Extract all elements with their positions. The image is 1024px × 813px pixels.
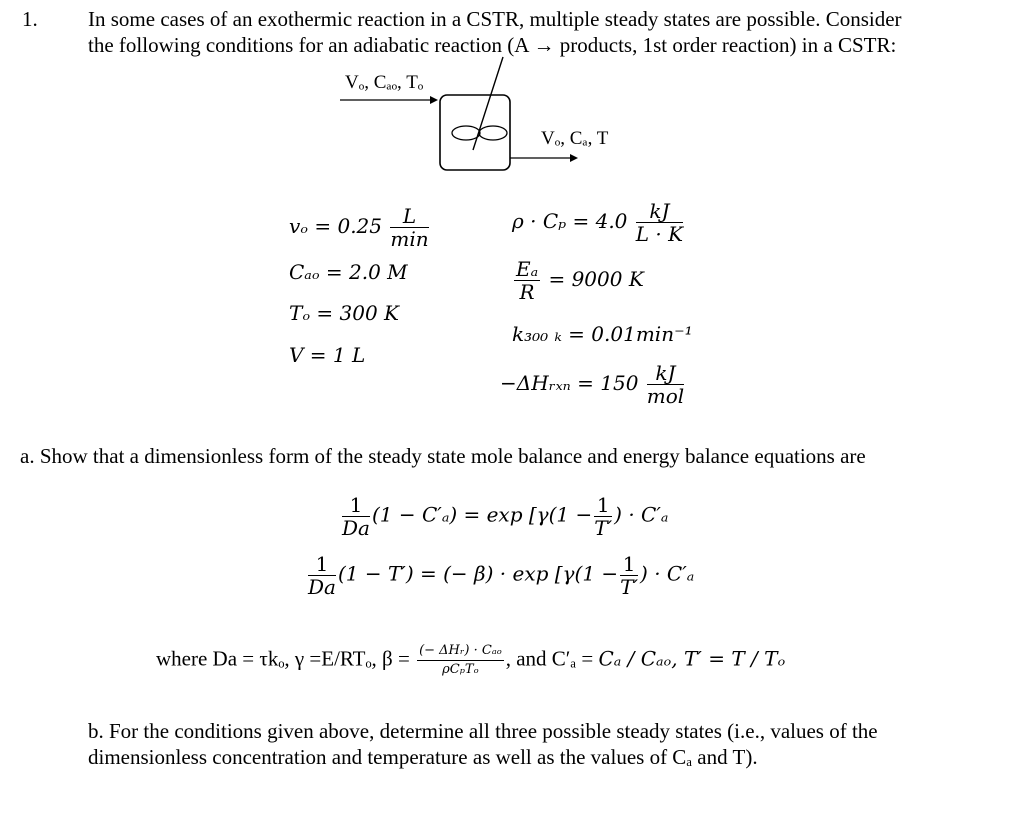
cao-condition: Cₐₒ = 2.0 M (289, 260, 408, 284)
inlet-arrowhead (430, 96, 438, 104)
impeller-blade-right (479, 126, 507, 140)
problem-number: 1. (22, 7, 38, 31)
cstr-diagram (330, 55, 590, 185)
dhrxn-condition: −ΔHᵣₓₙ = 150 $\frac{kJ}{\text{mol}}$ (500, 361, 685, 408)
volume-condition: V = 1 L (289, 343, 366, 367)
reactor-vessel (440, 95, 510, 170)
part-b-line-1: b. For the conditions given above, determine all three possible steady states (i.e., values of the (88, 719, 878, 743)
k300-condition: k₃₀₀ ₖ = 0.01min⁻¹ (512, 322, 693, 346)
intro-line-1: In some cases of an exothermic reaction in a CSTR, multiple steady states are possible. Consider (88, 7, 902, 31)
ea-r-condition: $\frac{\text{Eₐ}}{R}$ = 9000 K (516, 257, 644, 304)
intro-line-2: the following conditions for an adiabatic reaction (A → products, 1st order reaction) in a CSTR: (88, 33, 897, 57)
energy-balance-equation: $\frac{1}{Da}$ (1 − T′) = (− β) · exp [γ(1 − $\frac{1}{T'}$ ) · C′ₐ (308, 552, 695, 599)
part-b-line-2: dimensionless concentration and temperature as well as the values of Cₐ and T). (88, 745, 758, 769)
impeller-blade-left (452, 126, 480, 140)
agitator-shaft (473, 57, 503, 150)
part-a-text: a. Show that a dimensionless form of the steady state mole balance and energy balance equations are (20, 444, 866, 468)
mole-balance-equation: $\frac{1}{Da}$ (1 − C′ₐ) = exp [γ(1 − $\frac{1}{T'}$ ) · C′ₐ (342, 493, 669, 540)
v0-condition: vₒ = 0.25 $\frac{L}{\min}$ (289, 204, 429, 251)
rhocp-condition: ρ · Cₚ = 4.0 $\frac{kJ}{L \cdot K}$ (512, 199, 684, 246)
to-condition: Tₒ = 300 K (289, 301, 399, 325)
outlet-arrowhead (570, 154, 578, 162)
inlet-label: Vₒ, Cₐₒ, Tₒ (345, 72, 424, 93)
outlet-label: Vₒ, Cₐ, T (541, 128, 609, 149)
where-definitions: where Da = τkₒ, γ =E/RTₒ, β = $\frac{\text{(− ΔHᵣ) · Cₐₒ}}{\text{ρCₚTₒ}}$ , and C′ₐ = Cₐ / Cₐₒ, T′ = T / Tₒ (156, 643, 786, 677)
